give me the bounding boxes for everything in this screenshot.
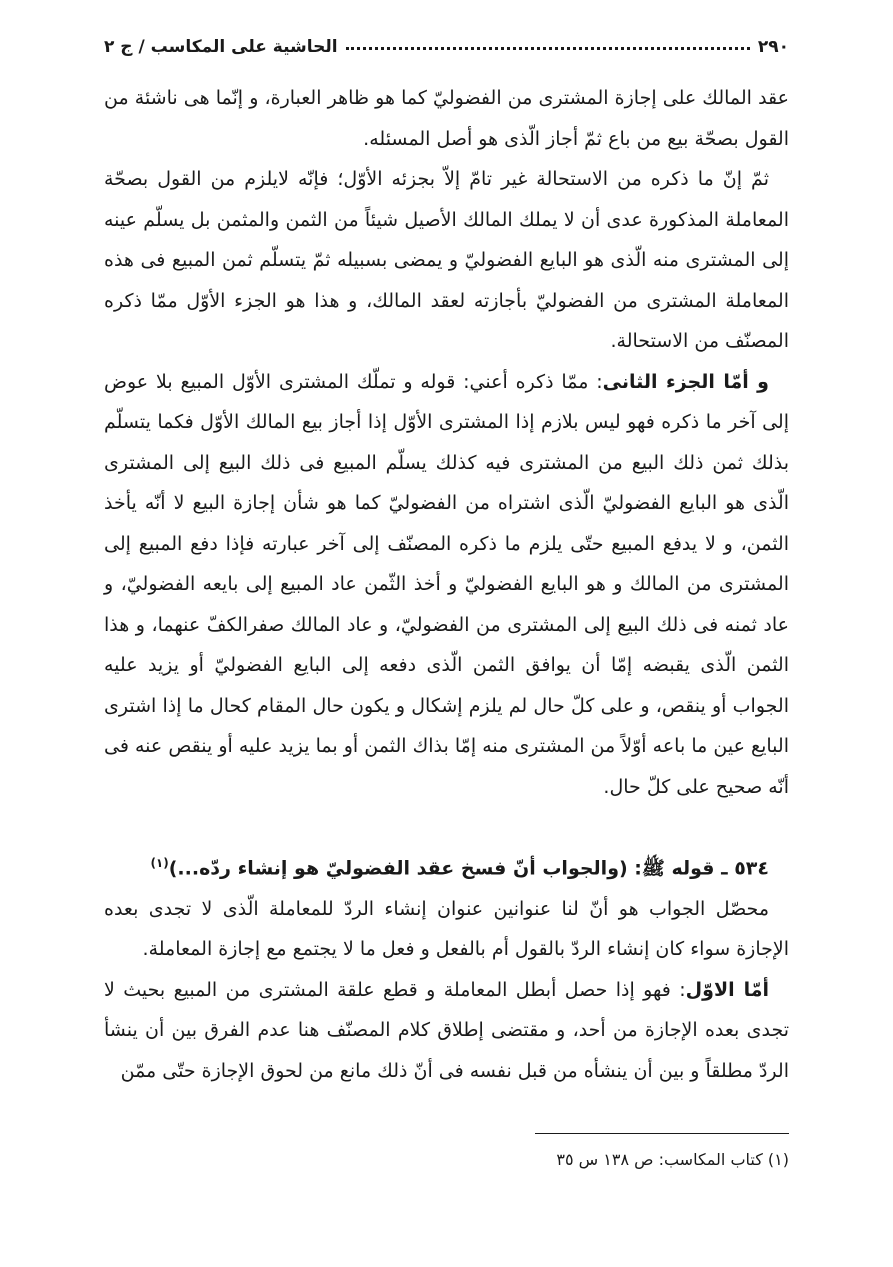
- paragraph: عقد المالك على إجازة المشترى من الفضوليّ كما هو ظاهر العبارة، و إنّما هى ناشئة من القول بصحّة بيع من باع ثمّ أجاز الّذى هو أصل المسئله.: [104, 87, 789, 150]
- paragraph: [104, 970, 789, 1092]
- running-title: الحاشية على المكاسب / ج ٢: [104, 37, 338, 57]
- paragraph-text: : فهو إذا حصل أبطل المعاملة و قطع علقة المشترى من المبيع بحيث لا تجدى بعده الإجازة من أحد، و مقتضى إطلاق كلام المصنّف هنا عدم الفرق بين أن ينشأ الردّ مطلقاً و بين أن ينشأه من قبل نفسه فى أنّ ذلك مانع من لحوق الإجازة حتّى ممّن: [104, 978, 789, 1082]
- footnote: (١) كتاب المكاسب: ص ١٣٨ س ٣٥: [556, 1150, 789, 1169]
- paragraph: ثمّ إنّ ما ذكره من الاستحالة غير تامّ إلاّ بجزئه الأوّل؛ فإنّه لايلزم من القول بصحّة المعاملة المذكورة عدى أن لا يملك المالك الأصيل شيئاً من الثمن والمثمن بل يسلّم عينه إلى المشترى منه الّذى هو البايع الفضوليّ و يمضى بسبيله ثمّ يتسلّم ثمن المبيع فى هذه المعاملة المشترى من الفضوليّ بأجازته لعقد المالك، و هذا هو الجزء الأوّل ممّا ذكره المصنّف من الاستحالة.: [104, 168, 789, 352]
- paragraph: [104, 362, 789, 808]
- paragraph-text: : ممّا ذكره أعني: قوله و تملّك المشترى الأوّل المبيع بلا عوض إلى آخر ما ذكره فهو ليس بلازم إذا المشترى الأوّل إذا أجاز بيع المالك الأوّل فكما يتسلّم بذلك ثمن ذلك البيع من المشترى فيه كذلك يسلّم المبيع فى ذلك البيع إلى المشترى الّذى هو البايع الفضوليّ الّذى اشتراه من الفضوليّ كما هو شأن إجازة البيع لا أنّه يأخذ الثمن، و لا يدفع المبيع حتّى يلزم ما ذكره المصنّف إلى آخر عبارته فإذا دفع المبيع إلى المشترى من المالك و هو البايع الفضوليّ و أخذ الثّمن عاد المبيع إلى بايعه الفضوليّ، و عاد ثمنه فى ذلك البيع إلى المشترى من الفضوليّ، و عاد المالك صفرالكفّ عنهما، و هذا الثمن الّذى يقبضه إمّا أن يوافق الثمن الّذى دفعه إلى البايع الفضوليّ أو يزيد عليه الجواب أو ينقص، و على كلّ حال لم يلزم إشكال و يكون حال المقام كحال ما إذا اشترى البايع عين ما باعه أوّلاً من المشترى منه إمّا بذاك الثمن أو بما يزيد عليه أو ينقص عنه فى أنّه صحيح على كلّ حال.: [104, 370, 789, 798]
- footnote-marker: (١): [150, 856, 169, 870]
- section-heading: [104, 843, 789, 889]
- page-number: ٢٩٠: [757, 37, 789, 57]
- header-dot-leader: [346, 45, 750, 50]
- main-text: [104, 78, 789, 1091]
- section-heading-text: ٥٣٤ ـ قوله ﷺ: (والجواب أنّ فسخ عقد الفضوليّ هو إنشاء ردّه...): [168, 857, 769, 880]
- page-header: [104, 32, 789, 62]
- paragraph-lead: و أمّا الجزء الثانى: [602, 370, 769, 393]
- paragraph-lead: أمّا الاوّل: [685, 978, 770, 1001]
- paragraph: محصّل الجواب هو أنّ لنا عنوانين عنوان إنشاء الردّ للمعاملة الّذى لا تجدى بعده الإجازة سواء كان إنشاء الردّ بالقول أم بالفعل و فعل ما لا يجتمع مع إجازة المعاملة.: [104, 897, 789, 961]
- footnote-divider: [535, 1133, 789, 1134]
